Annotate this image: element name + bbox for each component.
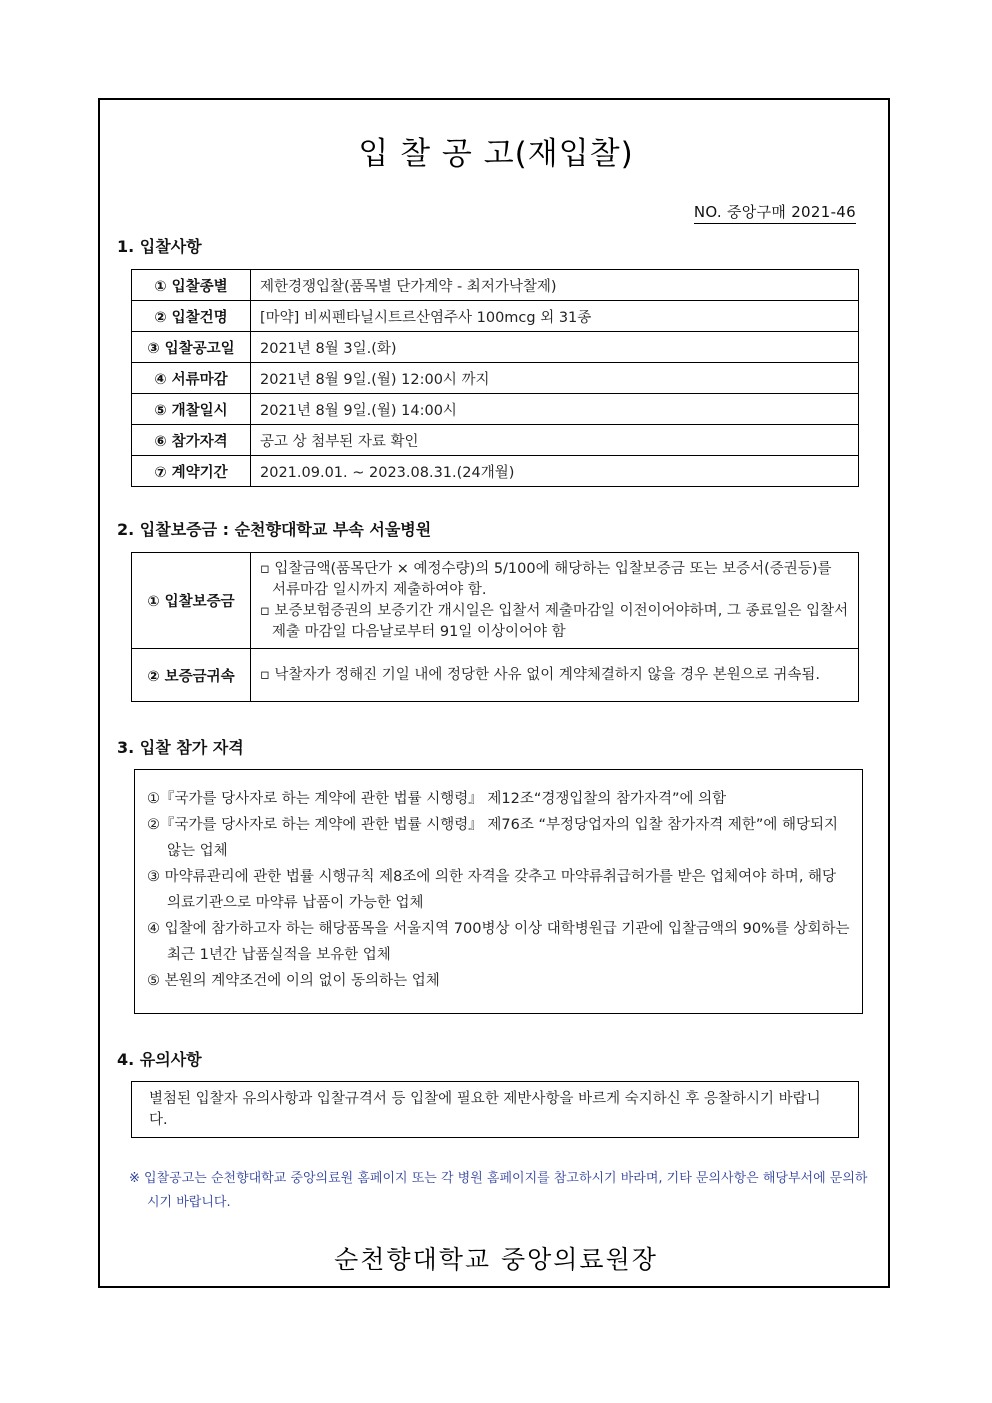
row-label: ② 입찰건명 xyxy=(132,301,251,332)
signature: 순천향대학교 중앙의료원장 xyxy=(334,1245,658,1274)
section-4-heading: 4. 유의사항 xyxy=(117,1050,202,1069)
row-label: ③ 입찰공고일 xyxy=(132,332,251,363)
row-label: ① 입찰종별 xyxy=(132,270,251,301)
qualification-box xyxy=(134,769,863,1014)
section-2-heading: 2. 입찰보증금 : 순천향대학교 부속 서울병원 xyxy=(117,520,432,539)
row-value xyxy=(251,553,859,649)
table-row xyxy=(132,270,859,301)
row-label: ⑤ 개찰일시 xyxy=(132,394,251,425)
row-label: ④ 서류마감 xyxy=(132,363,251,394)
row-value: [마약] 비씨펜타닐시트르산염주사 100mcg 외 31종 xyxy=(251,301,859,332)
bid-details-table xyxy=(131,269,859,487)
row-value: 공고 상 첨부된 자료 확인 xyxy=(251,425,859,456)
document-number: NO. 중앙구매 2021-46 xyxy=(694,201,856,224)
list-item: ②『국가를 당사자로 하는 계약에 관한 법률 시행령』 제76조 “부정당업자의 입찰 참가자격 제한”에 해당되지 않는 업체 xyxy=(147,817,839,859)
row-label: ② 보증금귀속 xyxy=(132,649,251,702)
deposit-table xyxy=(131,552,859,702)
bullet-text: ▫ 입찰금액(품목단가 × 예정수량)의 5/100에 해당하는 입찰보증금 또는 보증서(증권등)를 서류마감 일시까지 제출하여야 함. xyxy=(260,560,832,598)
row-label: ⑥ 참가자격 xyxy=(132,425,251,456)
table-row xyxy=(132,456,859,487)
row-value: 2021년 8월 3일.(화) xyxy=(251,332,859,363)
table-row xyxy=(132,394,859,425)
list-item: ①『국가를 당사자로 하는 계약에 관한 법률 시행령』 제12조“경쟁입찰의 참가자격”에 의함 xyxy=(147,791,727,807)
table-row xyxy=(132,363,859,394)
list-item: ⑤ 본원의 계약조건에 이의 없이 동의하는 업체 xyxy=(147,973,440,989)
list-item: ③ 마약류관리에 관한 법률 시행규칙 제8조에 의한 자격을 갖추고 마약류취급허가를 받은 업체여야 하며, 해당 의료기관으로 마약류 납품이 가능한 업체 xyxy=(147,869,837,911)
row-value: 제한경쟁입찰(품목별 단가계약 - 최저가낙찰제) xyxy=(251,270,859,301)
table-row xyxy=(132,649,859,702)
table-row xyxy=(132,553,859,649)
row-value: 2021년 8월 9일.(월) 12:00시 까지 xyxy=(251,363,859,394)
section-1-heading: 1. 입찰사항 xyxy=(117,237,202,256)
section-3-heading: 3. 입찰 참가 자격 xyxy=(117,738,244,757)
page-title: 입 찰 공 고(재입찰) xyxy=(358,136,634,172)
bullet-text: ▫ 낙찰자가 정해진 기일 내에 정당한 사유 없이 계약체결하지 않을 경우 본원으로 귀속됨. xyxy=(260,666,820,683)
row-label: ⑦ 계약기간 xyxy=(132,456,251,487)
bullet-text: ▫ 보증보험증권의 보증기간 개시일은 입찰서 제출마감일 이전이어야하며, 그 종료일은 입찰서 제출 마감일 다음날로부터 91일 이상이어야 함 xyxy=(260,602,849,640)
row-value: 2021년 8월 9일.(월) 14:00시 xyxy=(251,394,859,425)
table-row xyxy=(132,301,859,332)
row-value: 2021.09.01. ~ 2023.08.31.(24개월) xyxy=(251,456,859,487)
list-item: ④ 입찰에 참가하고자 하는 해당품목을 서울지역 700병상 이상 대학병원급 기관에 입찰금액의 90%를 상회하는 최근 1년간 납품실적을 보유한 업체 xyxy=(147,921,850,963)
row-value xyxy=(251,649,859,702)
row-label: ① 입찰보증금 xyxy=(132,553,251,649)
table-row xyxy=(132,425,859,456)
notice-text: ※ 입찰공고는 순천향대학교 중앙의료원 홈페이지 또는 각 병원 홈페이지를 참고하시기 바라며, 기타 문의사항은 해당부서에 문의하시기 바랍니다. xyxy=(129,1171,868,1210)
table-row xyxy=(132,332,859,363)
caution-box: 별첨된 입찰자 유의사항과 입찰규격서 등 입찰에 필요한 제반사항을 바르게 숙지하신 후 응찰하시기 바랍니다. xyxy=(131,1081,859,1138)
